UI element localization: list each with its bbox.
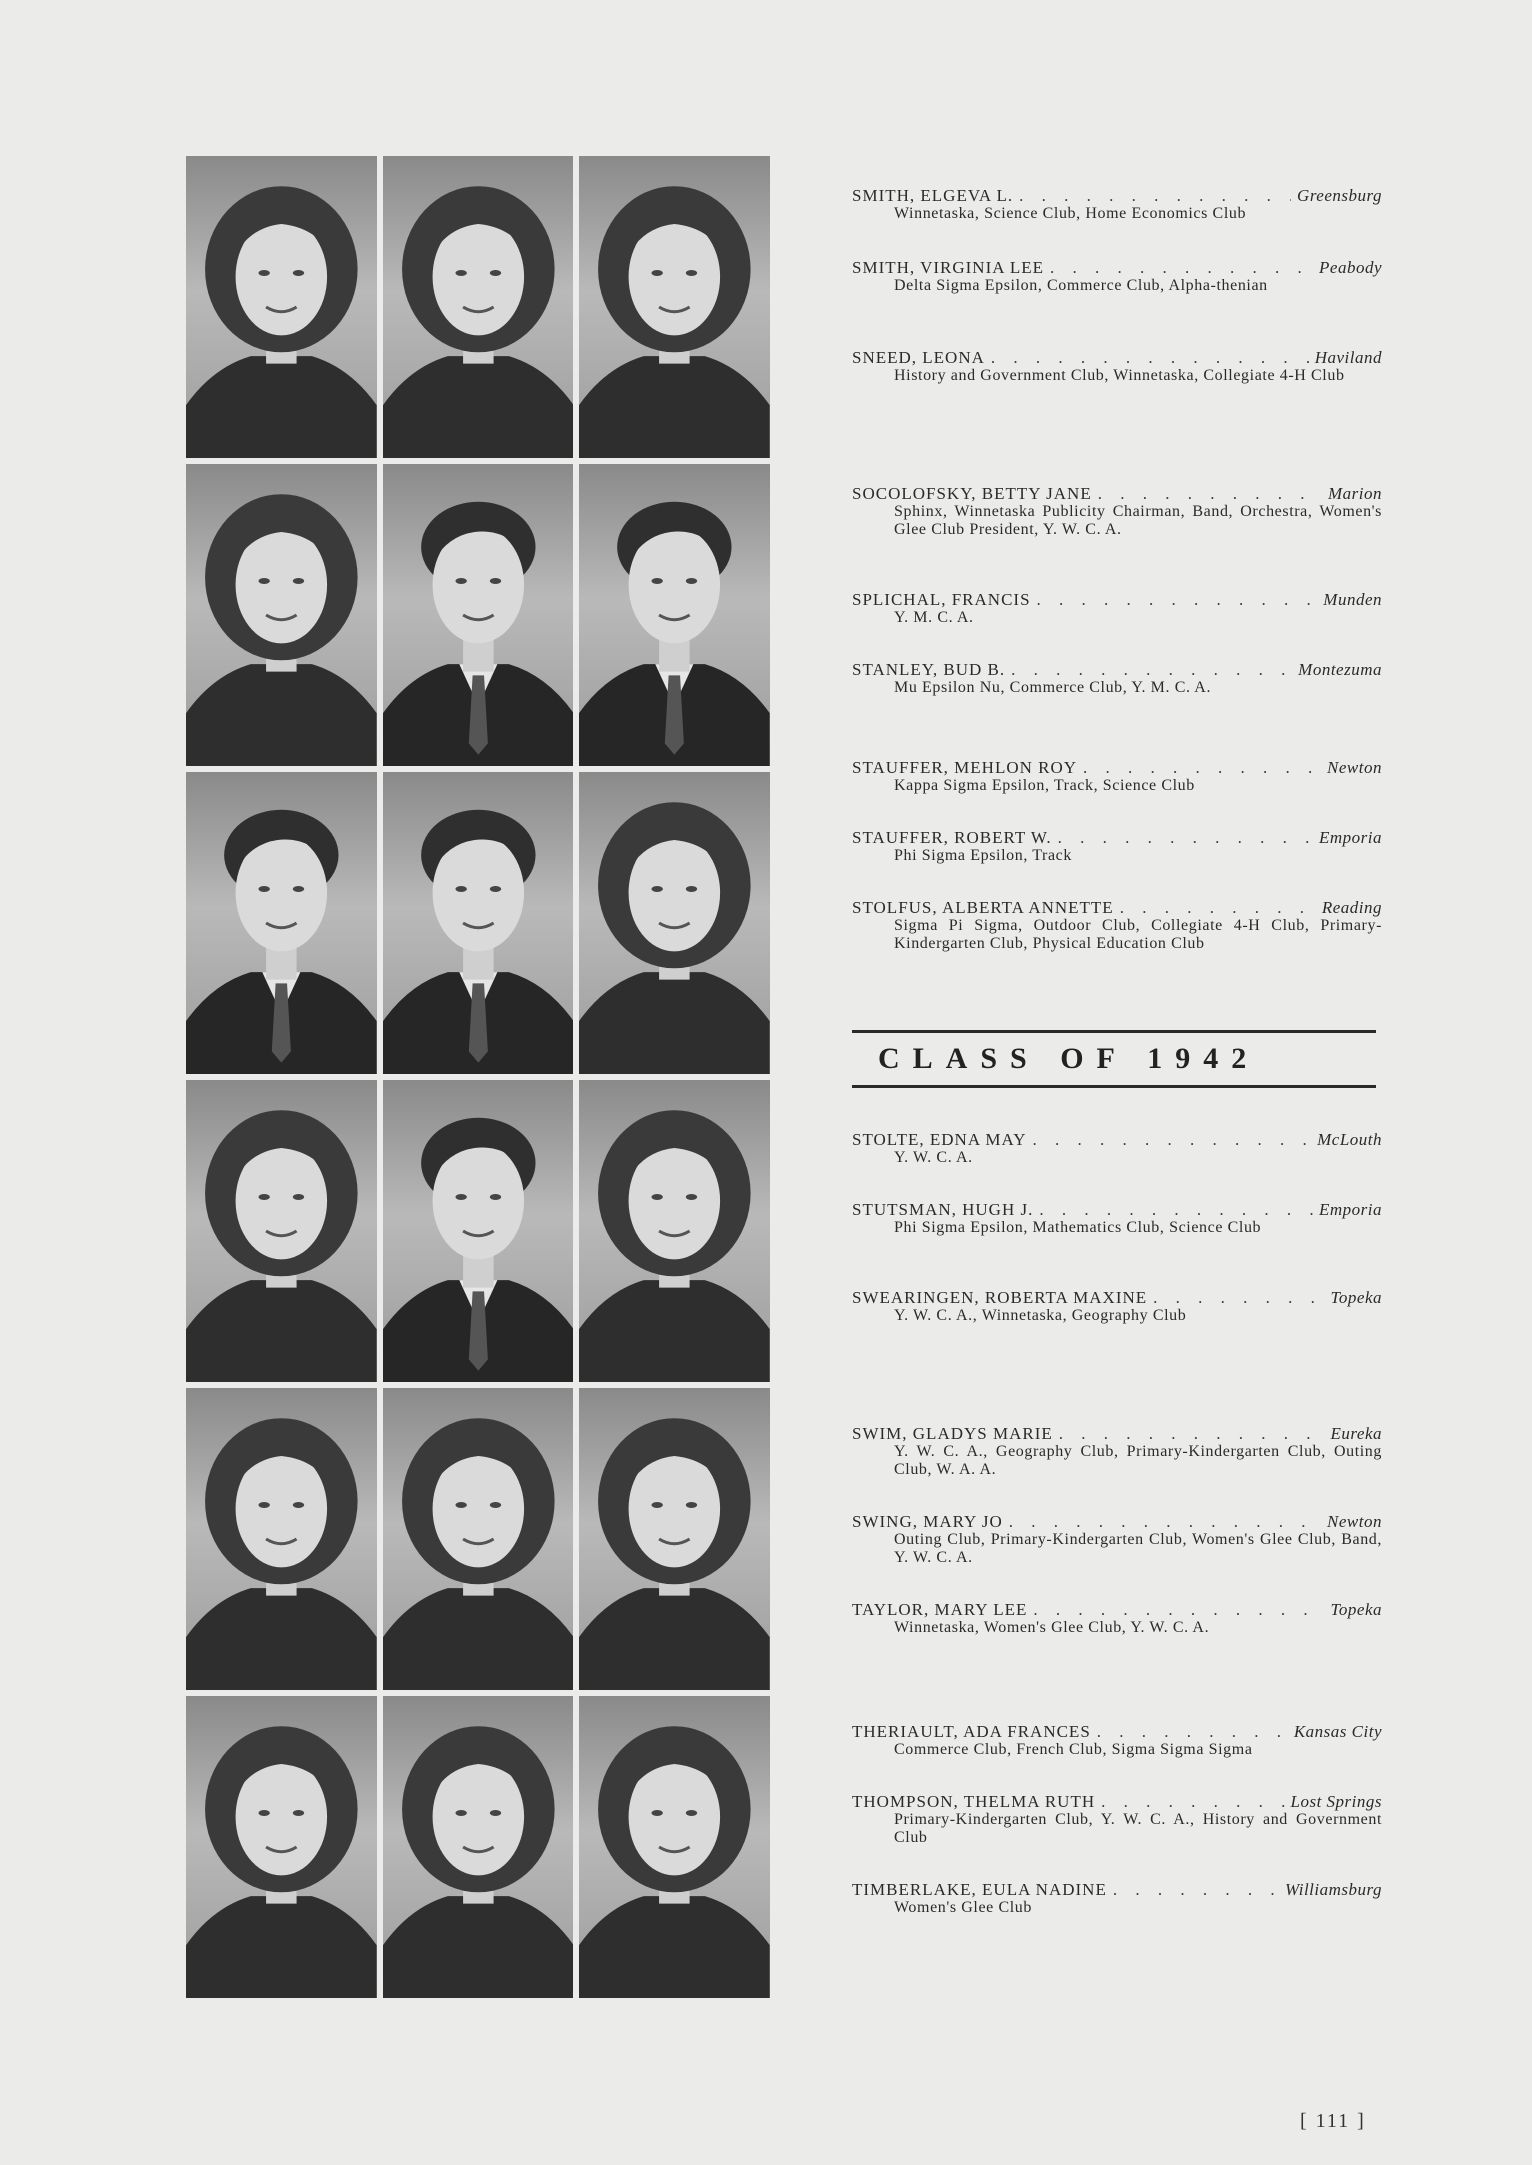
hometown: Munden bbox=[1323, 590, 1382, 609]
portrait-silhouette bbox=[383, 464, 574, 766]
hometown: Kansas City bbox=[1293, 1722, 1382, 1741]
activities: Y. M. C. A. bbox=[894, 609, 974, 626]
portrait-silhouette bbox=[383, 1696, 574, 1998]
activities: Phi Sigma Epsilon, Mathematics Club, Science Club bbox=[894, 1219, 1262, 1236]
portrait-silhouette bbox=[186, 1388, 377, 1690]
activities: Mu Epsilon Nu, Commerce Club, Y. M. C. A. bbox=[894, 679, 1212, 696]
student-name: STOLFUS, ALBERTA ANNETTE bbox=[852, 898, 1114, 917]
student-entry bbox=[852, 1424, 1382, 1479]
hometown: Williamsburg bbox=[1285, 1880, 1382, 1899]
portrait-photo bbox=[383, 464, 574, 766]
portrait-photo bbox=[383, 772, 574, 1074]
activities: Primary-Kindergarten Club, Y. W. C. A., History and Government Club bbox=[894, 1811, 1382, 1846]
student-entry bbox=[852, 898, 1382, 953]
hometown: Reading bbox=[1321, 898, 1382, 917]
portrait-silhouette bbox=[579, 156, 770, 458]
student-entry bbox=[852, 1130, 1382, 1167]
student-name: TAYLOR, MARY LEE bbox=[852, 1600, 1028, 1619]
leader-dots bbox=[1098, 484, 1322, 503]
student-name: SMITH, ELGEVA L. bbox=[852, 186, 1014, 205]
portrait-silhouette bbox=[579, 464, 770, 766]
leader-dots bbox=[1019, 186, 1291, 205]
student-entry bbox=[852, 758, 1382, 795]
hometown: Marion bbox=[1328, 484, 1382, 503]
student-name: SPLICHAL, FRANCIS bbox=[852, 590, 1031, 609]
page-number: [ 111 ] bbox=[1300, 2110, 1366, 2132]
hometown: Peabody bbox=[1319, 258, 1382, 277]
activities: Winnetaska, Science Club, Home Economics Club bbox=[894, 205, 1247, 222]
portrait-silhouette bbox=[383, 772, 574, 1074]
leader-dots bbox=[1033, 1600, 1324, 1619]
leader-dots bbox=[1153, 1288, 1324, 1307]
hometown: Topeka bbox=[1330, 1600, 1382, 1619]
student-entry bbox=[852, 1600, 1382, 1637]
student-entry bbox=[852, 484, 1382, 539]
activities: Sphinx, Winnetaska Publicity Chairman, Band, Orchestra, Women's Glee Club President, Y. W. C. A. bbox=[894, 503, 1382, 538]
portrait-silhouette bbox=[186, 772, 377, 1074]
portrait-photo bbox=[383, 156, 574, 458]
portrait-photo bbox=[186, 1080, 377, 1382]
portrait-silhouette bbox=[579, 1080, 770, 1382]
portrait-silhouette bbox=[383, 1388, 574, 1690]
student-entry bbox=[852, 1792, 1382, 1847]
leader-dots bbox=[991, 348, 1309, 367]
activities: Y. W. C. A. bbox=[894, 1149, 973, 1166]
student-name: STAUFFER, ROBERT W. bbox=[852, 828, 1052, 847]
portrait-photo bbox=[579, 156, 770, 458]
hometown: Topeka bbox=[1330, 1288, 1382, 1307]
hometown: Lost Springs bbox=[1290, 1792, 1382, 1811]
activities: Phi Sigma Epsilon, Track bbox=[894, 847, 1072, 864]
portrait-grid bbox=[186, 156, 770, 1998]
portrait-silhouette bbox=[186, 156, 377, 458]
leader-dots bbox=[1120, 898, 1316, 917]
portrait-photo bbox=[579, 772, 770, 1074]
leader-dots bbox=[1097, 1722, 1288, 1741]
student-entry bbox=[852, 1288, 1382, 1325]
portrait-photo bbox=[383, 1696, 574, 1998]
portrait-silhouette bbox=[579, 1696, 770, 1998]
hometown: Eureka bbox=[1330, 1424, 1382, 1443]
leader-dots bbox=[1033, 1130, 1312, 1149]
activities: Outing Club, Primary-Kindergarten Club, Women's Glee Club, Band, Y. W. C. A. bbox=[894, 1531, 1382, 1566]
student-name: STOLTE, EDNA MAY bbox=[852, 1130, 1027, 1149]
portrait-photo bbox=[383, 1080, 574, 1382]
student-entry bbox=[852, 1722, 1382, 1759]
leader-dots bbox=[1058, 828, 1313, 847]
student-entry bbox=[852, 186, 1382, 223]
student-name: STANLEY, BUD B. bbox=[852, 660, 1006, 679]
portrait-silhouette bbox=[186, 1696, 377, 1998]
activities: Commerce Club, French Club, Sigma Sigma Sigma bbox=[894, 1741, 1253, 1758]
leader-dots bbox=[1101, 1792, 1284, 1811]
portrait-silhouette bbox=[579, 772, 770, 1074]
student-name: SNEED, LEONA bbox=[852, 348, 985, 367]
portrait-photo bbox=[579, 1696, 770, 1998]
leader-dots bbox=[1050, 258, 1313, 277]
hometown: Montezuma bbox=[1298, 660, 1382, 679]
activities: Delta Sigma Epsilon, Commerce Club, Alpha-thenian bbox=[894, 277, 1268, 294]
student-entry bbox=[852, 1200, 1382, 1237]
student-entry bbox=[852, 348, 1382, 385]
activities: Sigma Pi Sigma, Outdoor Club, Collegiate 4-H Club, Primary-Kindergarten Club, Physical Education Club bbox=[894, 917, 1382, 952]
hometown: Haviland bbox=[1314, 348, 1382, 367]
activities: Women's Glee Club bbox=[894, 1899, 1032, 1916]
student-name: THOMPSON, THELMA RUTH bbox=[852, 1792, 1096, 1811]
student-name: STAUFFER, MEHLON ROY bbox=[852, 758, 1078, 777]
student-name: THERIAULT, ADA FRANCES bbox=[852, 1722, 1091, 1741]
hometown: Newton bbox=[1327, 758, 1382, 777]
portrait-photo bbox=[383, 1388, 574, 1690]
portrait-photo bbox=[579, 1080, 770, 1382]
student-entry bbox=[852, 1880, 1382, 1917]
student-name: TIMBERLAKE, EULA NADINE bbox=[852, 1880, 1107, 1899]
activities: Y. W. C. A., Winnetaska, Geography Club bbox=[894, 1307, 1187, 1324]
portrait-silhouette bbox=[383, 156, 574, 458]
class-heading: CLASS OF 1942 bbox=[852, 1030, 1376, 1088]
leader-dots bbox=[1037, 590, 1318, 609]
hometown: Emporia bbox=[1319, 828, 1382, 847]
activities: Winnetaska, Women's Glee Club, Y. W. C. A. bbox=[894, 1619, 1210, 1636]
leader-dots bbox=[1039, 1200, 1313, 1219]
student-name: SOCOLOFSKY, BETTY JANE bbox=[852, 484, 1092, 503]
portrait-photo bbox=[579, 1388, 770, 1690]
student-name: SWING, MARY JO bbox=[852, 1512, 1003, 1531]
portrait-photo bbox=[186, 156, 377, 458]
hometown: Greensburg bbox=[1297, 186, 1382, 205]
leader-dots bbox=[1059, 1424, 1325, 1443]
activities: History and Government Club, Winnetaska, Collegiate 4-H Club bbox=[894, 367, 1345, 384]
student-name: SWIM, GLADYS MARIE bbox=[852, 1424, 1053, 1443]
student-entry bbox=[852, 660, 1382, 697]
hometown: Emporia bbox=[1319, 1200, 1382, 1219]
student-entry bbox=[852, 828, 1382, 865]
hometown: McLouth bbox=[1317, 1130, 1382, 1149]
student-name: STUTSMAN, HUGH J. bbox=[852, 1200, 1034, 1219]
portrait-photo bbox=[579, 464, 770, 766]
portrait-photo bbox=[186, 1388, 377, 1690]
student-entry bbox=[852, 590, 1382, 627]
student-name: SMITH, VIRGINIA LEE bbox=[852, 258, 1044, 277]
student-entry bbox=[852, 258, 1382, 295]
portrait-silhouette bbox=[579, 1388, 770, 1690]
portrait-photo bbox=[186, 772, 377, 1074]
student-entry bbox=[852, 1512, 1382, 1567]
student-name: SWEARINGEN, ROBERTA MAXINE bbox=[852, 1288, 1148, 1307]
portrait-silhouette bbox=[383, 1080, 574, 1382]
portrait-photo bbox=[186, 1696, 377, 1998]
leader-dots bbox=[1009, 1512, 1321, 1531]
portrait-photo bbox=[186, 464, 377, 766]
portrait-silhouette bbox=[186, 464, 377, 766]
leader-dots bbox=[1011, 660, 1292, 679]
activities: Kappa Sigma Epsilon, Track, Science Club bbox=[894, 777, 1195, 794]
leader-dots bbox=[1083, 758, 1321, 777]
portrait-silhouette bbox=[186, 1080, 377, 1382]
leader-dots bbox=[1113, 1880, 1279, 1899]
hometown: Newton bbox=[1327, 1512, 1382, 1531]
activities: Y. W. C. A., Geography Club, Primary-Kindergarten Club, Outing Club, W. A. A. bbox=[894, 1443, 1382, 1478]
